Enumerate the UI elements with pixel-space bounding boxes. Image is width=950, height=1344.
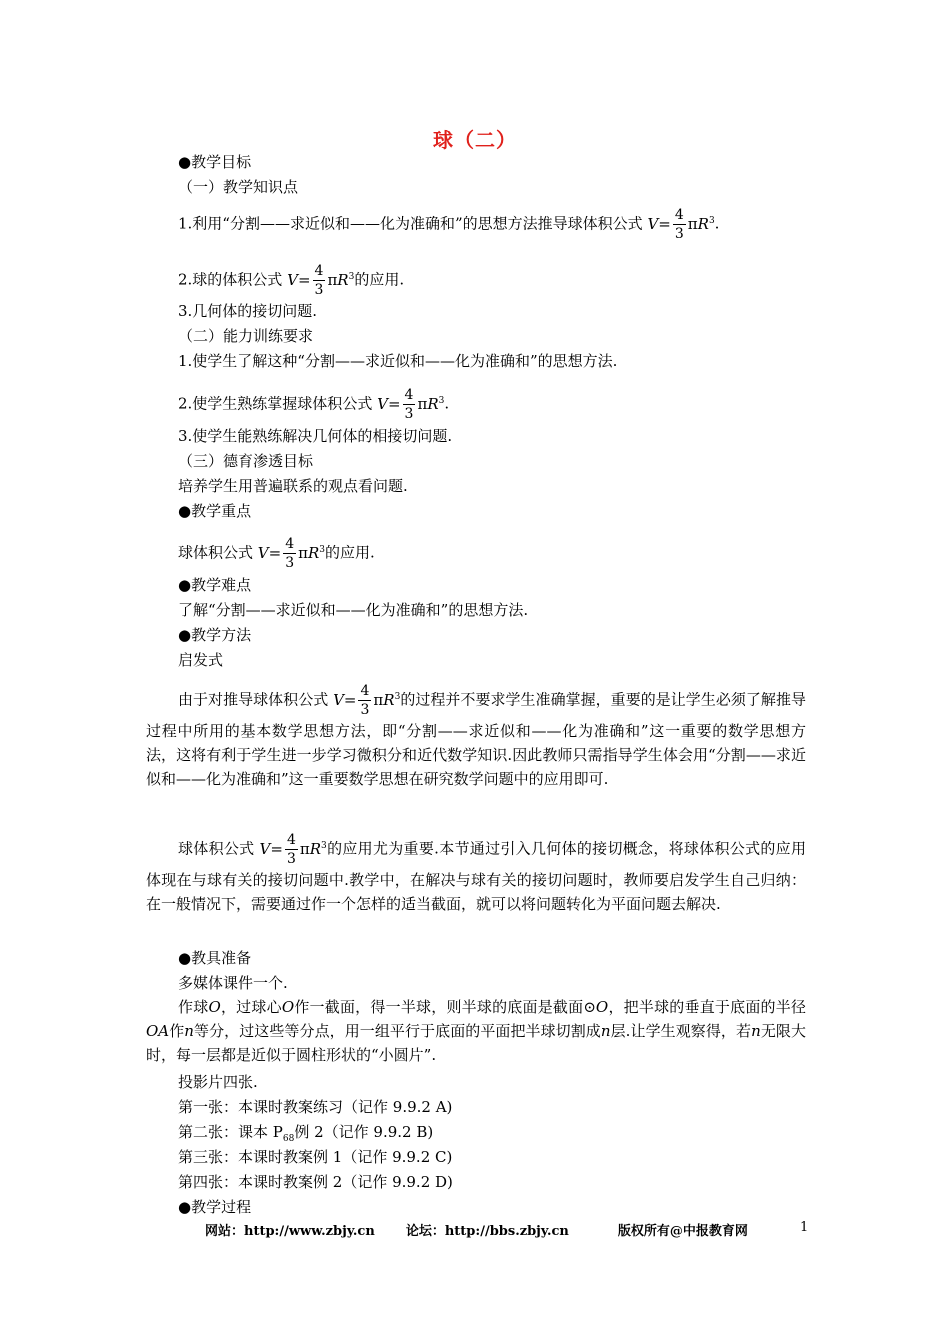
difficulty-text: 了解“分割——求近似和——化为准确和”的思想方法. bbox=[178, 601, 529, 619]
volume-formula: V= $\frac{4}{3}$ $\pi R^3$ bbox=[647, 207, 715, 242]
section-heading-key: ●教学重点 bbox=[178, 502, 252, 520]
knowledge-item-1: 1.利用“分割——求近似和——化为准确和”的思想方法推导球体积公式 V= $\frac{4}{3}$ $\pi R^3$. bbox=[178, 207, 720, 242]
knowledge-item-1-text: 1.利用“分割——求近似和——化为准确和”的思想方法推导球体积公式 bbox=[178, 214, 643, 233]
volume-formula: V= $\frac{4}{3}$ $\pi R^3$ bbox=[257, 536, 326, 571]
section-heading-difficulty: ●教学难点 bbox=[178, 576, 252, 594]
subheading-knowledge: （一）教学知识点 bbox=[178, 178, 299, 196]
method-paragraph-2: 球体积公式 V= $\frac{4}{3}$ $\pi R^3$的应用尤为重要.本节通过引入几何体的接切概念，将球体积公式的应用体现在与球有关的接切问题中.教学中，在解决与球有关的接切问题时，教师要启发学生自己归纳：在一般情况下，需要通过作一个怎样的适当截面，就可以将问题转化为平面问题去解决. bbox=[146, 832, 806, 913]
section-heading-goals: ●教学目标 bbox=[178, 153, 252, 171]
ability-item-2: 2.使学生熟练掌握球体积公式 V= $\frac{4}{3}$ $\pi R^3$. bbox=[178, 387, 450, 422]
section-heading-method: ●教学方法 bbox=[178, 626, 252, 644]
volume-formula: V= $\frac{4}{3}$ $\pi R^3$ bbox=[377, 387, 445, 422]
footer-site-link[interactable]: 网站：http://www.zbjy.cn bbox=[205, 1224, 375, 1239]
section-heading-process: ●教学过程 bbox=[178, 1198, 252, 1216]
knowledge-item-2: 2.球的体积公式 V= $\frac{4}{3}$ $\pi R^3$的应用. bbox=[178, 263, 405, 298]
slide-item-1: 第一张：本课时教案练习（记作 9.9.2 A) bbox=[178, 1098, 453, 1116]
page-footer bbox=[205, 1220, 815, 1239]
section-heading-tools: ●教具准备 bbox=[178, 949, 252, 967]
tools-paragraph: 作球O，过球心O作一截面，得一半球，则半球的底面是截面⊙O，把半球的垂直于底面的半径OA作n等分，过这些等分点，用一组平行于底面的平面把半球切割成n层.让学生观察得，若n无限大时，每一层都是近似于圆柱形状的“小圆片”. bbox=[146, 998, 806, 1064]
page-title: 球（二） bbox=[433, 128, 517, 152]
subheading-ability: （二）能力训练要求 bbox=[178, 327, 314, 345]
footer-copyright: 版权所有@中报教育网 bbox=[617, 1224, 748, 1239]
key-point-text: 球体积公式 V= $\frac{4}{3}$ $\pi R^3$的应用. bbox=[178, 536, 375, 571]
slide-item-3: 第三张：本课时教案例 1（记作 9.9.2 C) bbox=[178, 1148, 453, 1166]
page-number: 1 bbox=[800, 1220, 809, 1235]
slides-intro: 投影片四张. bbox=[178, 1073, 258, 1091]
slide-item-2: 第二张：课本 $P_{68}$例 2（记作 9.9.2 B) bbox=[178, 1123, 434, 1144]
volume-formula: V= $\frac{4}{3}$ $\pi R^3$ bbox=[259, 832, 327, 867]
method-name: 启发式 bbox=[178, 651, 224, 669]
footer-forum-link[interactable]: 论坛：http://bbs.zbjy.cn bbox=[405, 1224, 569, 1239]
volume-formula: V= $\frac{4}{3}$ $\pi R^3$ bbox=[333, 683, 401, 718]
subheading-moral: （三）德育渗透目标 bbox=[178, 452, 314, 470]
method-paragraph-1: 由于对推导球体积公式 V= $\frac{4}{3}$ $\pi R^3$的过程并不要求学生准确掌握，重要的是让学生必须了解推导过程中所用的基本数学思想方法，即“分割——求近似和——化为准确和”这一重要的数学思想方法，这将有利于学生进一步学习微积分和近代数学知识.因此教师只需指导学生体会用“分割——求近似和——化为准确和”这一重要数学思想在研究数学问题中的应用即可. bbox=[146, 683, 806, 788]
ability-item-3: 3.使学生能熟练解决几何体的相接切问题. bbox=[178, 427, 453, 445]
tools-item-1: 多媒体课件一个. bbox=[178, 974, 288, 992]
ability-item-1: 1.使学生了解这种“分割——求近似和——化为准确和”的思想方法. bbox=[178, 352, 618, 370]
moral-item: 培养学生用普遍联系的观点看问题. bbox=[178, 477, 408, 495]
volume-formula: V= $\frac{4}{3}$ $\pi R^3$ bbox=[287, 263, 355, 298]
slide-item-4: 第四张：本课时教案例 2（记作 9.9.2 D) bbox=[178, 1173, 453, 1191]
knowledge-item-3: 3.几何体的接切问题. bbox=[178, 302, 318, 320]
